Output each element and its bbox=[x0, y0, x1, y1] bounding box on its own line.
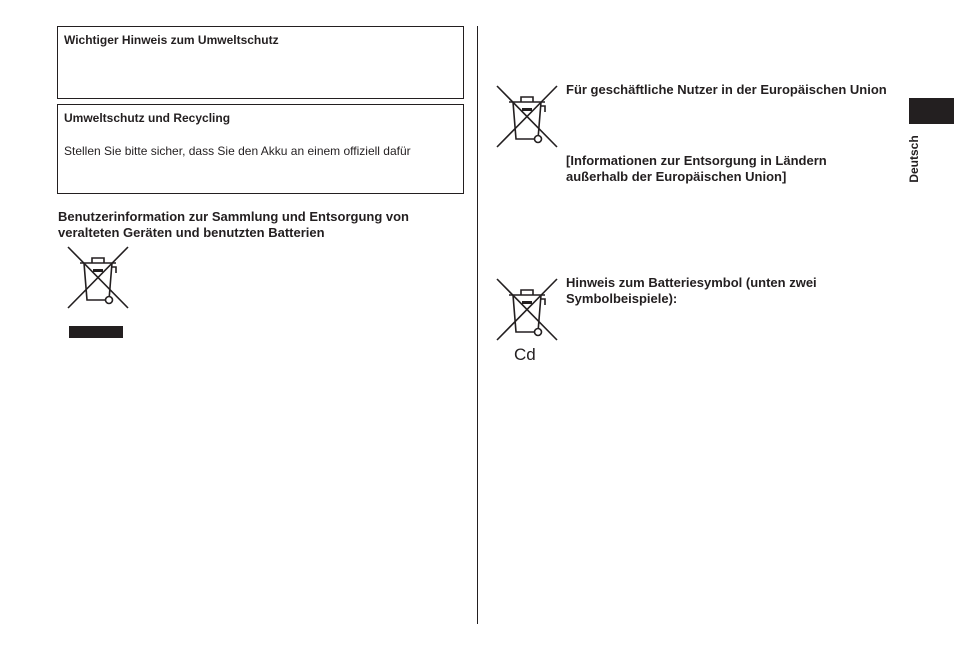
crossed-out-wheelie-bin-icon bbox=[494, 277, 560, 343]
cadmium-symbol-label: Cd bbox=[514, 345, 536, 364]
outside-eu-heading bbox=[566, 153, 827, 185]
recycling-text: Stellen Sie bitte sicher, dass Sie den Akku an einem offiziell dafür bbox=[64, 144, 411, 158]
black-bar-marker bbox=[69, 326, 123, 338]
crossed-out-wheelie-bin-icon bbox=[65, 245, 131, 311]
battery-symbol-heading-line2: Symbolbeispiele): bbox=[566, 291, 678, 306]
language-side-label: Deutsch bbox=[907, 135, 921, 183]
crossed-out-wheelie-bin-icon bbox=[494, 84, 560, 150]
recycling-box bbox=[57, 104, 464, 194]
environment-notice-box bbox=[57, 26, 464, 99]
user-info-heading bbox=[58, 209, 409, 241]
battery-symbol-heading-line1: Hinweis zum Batteriesymbol (unten zwei bbox=[566, 275, 817, 290]
environment-notice-title: Wichtiger Hinweis zum Umweltschutz bbox=[64, 33, 279, 47]
language-tab-marker bbox=[909, 98, 954, 124]
outside-eu-heading-line2: außerhalb der Europäischen Union] bbox=[566, 169, 787, 184]
user-info-heading-line1: Benutzerinformation zur Sammlung und Entsorgung von bbox=[58, 209, 409, 224]
outside-eu-heading-line1: [Informationen zur Entsorgung in Ländern bbox=[566, 153, 827, 168]
business-users-heading: Für geschäftliche Nutzer in der Europäischen Union bbox=[566, 82, 887, 97]
column-divider bbox=[477, 26, 478, 624]
recycling-title: Umweltschutz und Recycling bbox=[64, 111, 231, 125]
user-info-heading-line2: veralteten Geräten und benutzten Batterien bbox=[58, 225, 325, 240]
battery-symbol-heading bbox=[566, 275, 817, 307]
